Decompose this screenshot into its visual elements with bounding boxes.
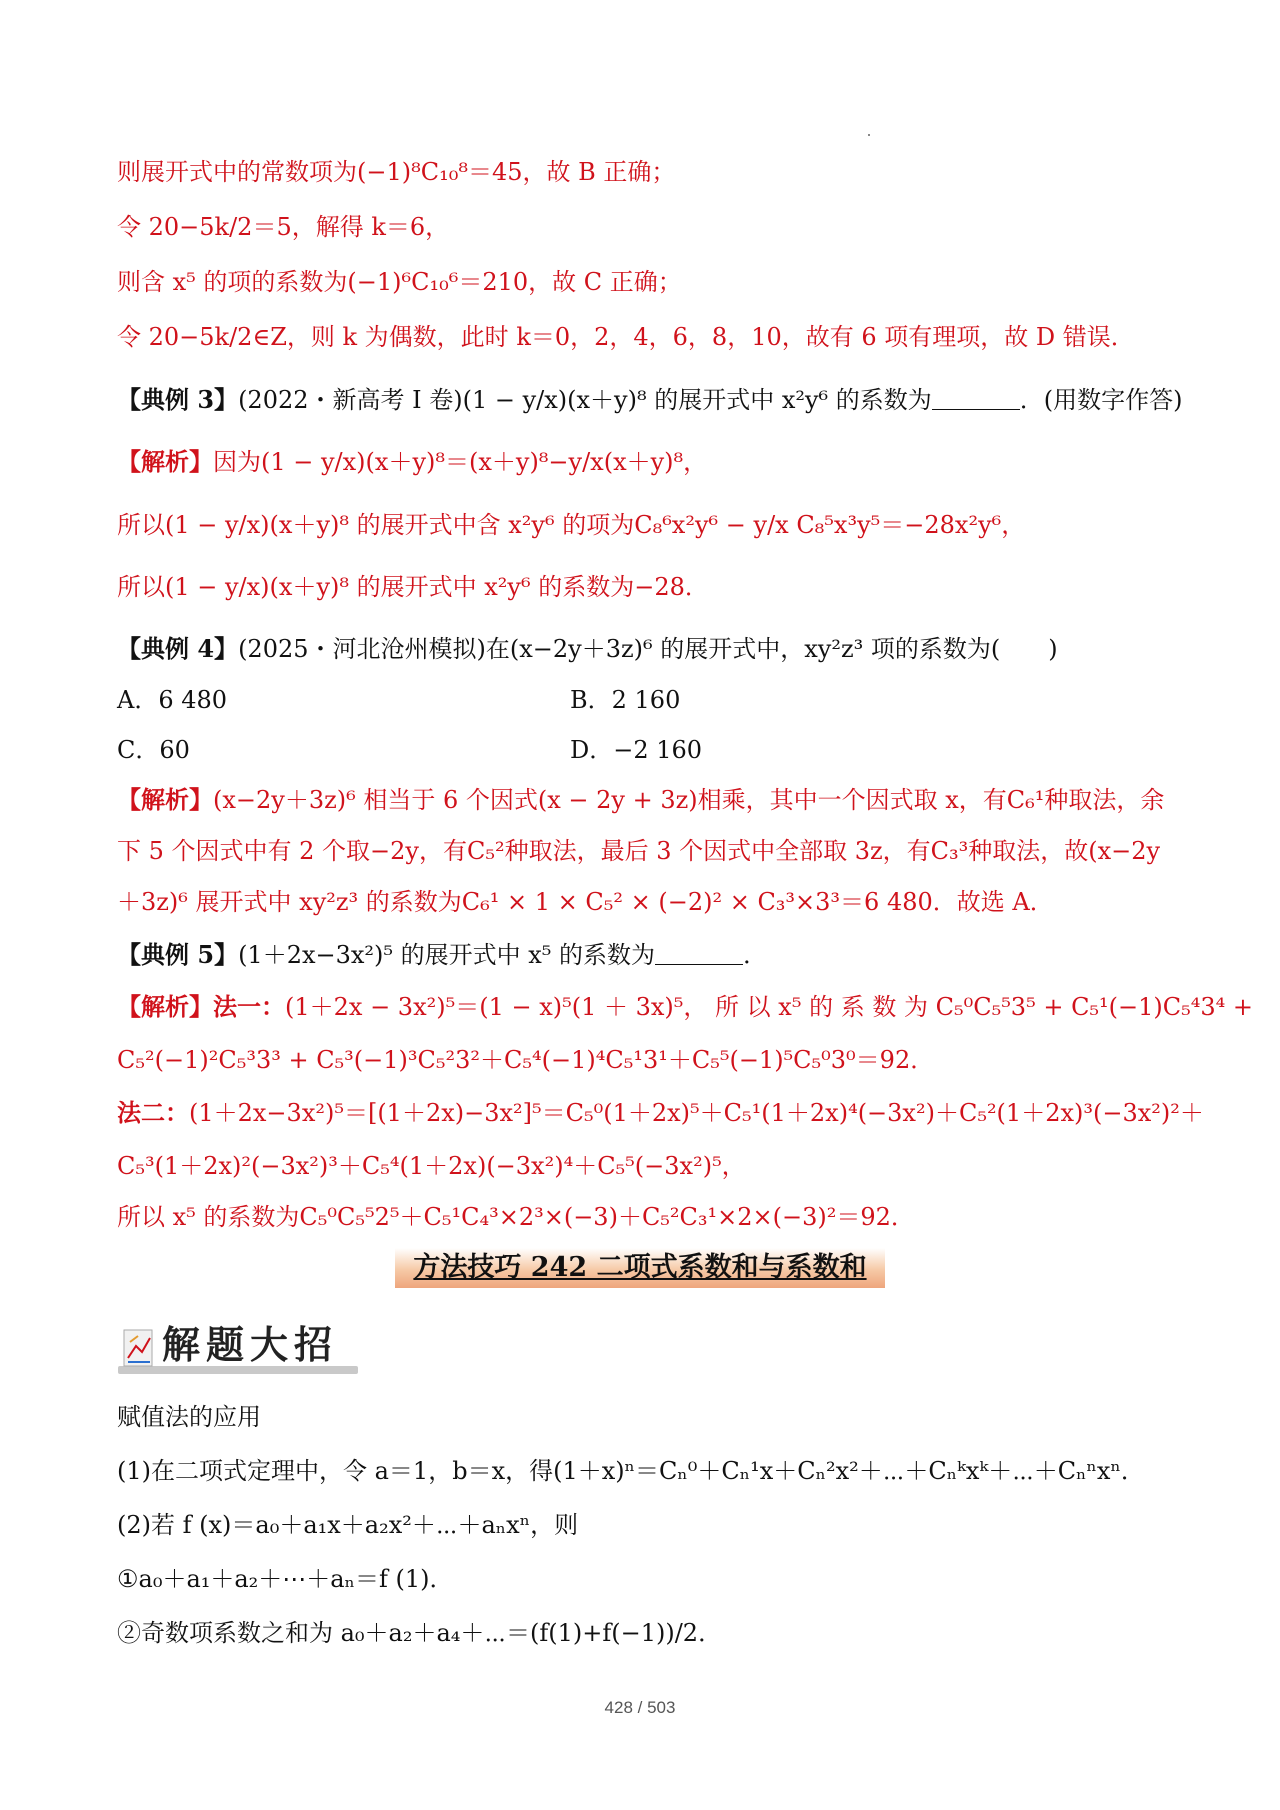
example-text: (2022・新高考 Ⅰ 卷)(1 − y/x)(x＋y)⁸ 的展开式中 x²y⁶ 的系数为 bbox=[238, 386, 932, 414]
example-text: (2025・河北沧州模拟)在(x−2y＋3z)⁶ 的展开式中，xy²z³ 项的系数为( ) bbox=[238, 635, 1058, 663]
solution-3-line3: 所以(1 − y/x)(x＋y)⁸ 的展开式中 x²y⁶ 的系数为−28． bbox=[117, 573, 709, 601]
banner-title: 解题大招 bbox=[162, 1322, 339, 1367]
example-3 bbox=[117, 383, 1183, 417]
method-item: ②奇数项系数之和为 a₀＋a₂＋a₄＋⋯＝(f(1)+f(−1))/2． bbox=[117, 1619, 723, 1647]
answer-blank bbox=[655, 942, 743, 965]
solution-text: (1＋2x−3x²)⁵＝[(1＋2x)−3x²]⁵＝C₅⁰(1＋2x)⁵＋C₅¹(1＋2x)⁴(−3x²)＋C₅²(1＋2x)³(−3x²)²＋ bbox=[189, 1099, 1204, 1127]
option-d: D．−2 160 bbox=[570, 736, 703, 764]
solution-3-line1 bbox=[117, 445, 1180, 479]
example-tail: ． bbox=[743, 941, 768, 969]
example-4 bbox=[117, 632, 1180, 666]
option-c: C．60 bbox=[117, 736, 190, 764]
book-icon bbox=[122, 1328, 156, 1368]
solution-4-line3: ＋3z)⁶ 展开式中 xy²z³ 的系数为C₆¹ × 1 × C₅² × (−2)² × C₃³×3³＝6 480．故选 A． bbox=[117, 888, 1054, 916]
method-two-label: 法二： bbox=[117, 1098, 189, 1127]
answer-blank bbox=[932, 387, 1020, 410]
solution-label: 【解析】 bbox=[117, 447, 213, 476]
solution-label: 【解析】 bbox=[117, 785, 213, 814]
solution-text: (x−2y＋3z)⁶ 相当于 6 个因式(x − 2y + 3z)相乘，其中一个因式取 x，有C₆¹种取法，余 bbox=[213, 786, 1165, 814]
solution-line: 令 20−5k/2＝5，解得 k＝6， bbox=[117, 213, 450, 241]
solution-4-line1 bbox=[117, 783, 1180, 817]
method-item: (2)若 f (x)＝a₀＋a₁x＋a₂x²＋⋯＋aₙxⁿ，则 bbox=[117, 1511, 579, 1539]
page-number: 428 / 503 bbox=[604, 1698, 676, 1717]
solution-text: (1＋2x − 3x²)⁵＝(1 − x)⁵(1 ＋ 3x)⁵， 所 以 x⁵ 的 系 数 为 C₅⁰C₅⁵3⁵ + C₅¹(−1)C₅⁴3⁴ + bbox=[285, 993, 1254, 1021]
option-a: A．6 480 bbox=[117, 686, 228, 714]
solution-5-line5: 所以 x⁵ 的系数为C₅⁰C₅⁵2⁵＋C₅¹C₄³×2³×(−3)＋C₅²C₃¹×2×(−3)²＝92． bbox=[117, 1203, 915, 1231]
solution-5-line4: C₅³(1＋2x)²(−3x²)³＋C₅⁴(1＋2x)(−3x²)⁴＋C₅⁵(−3x²)⁵， bbox=[117, 1152, 746, 1180]
solution-5-line2: C₅²(−1)²C₅³3³ + C₅³(−1)³C₅²3²＋C₅⁴(−1)⁴C₅¹3¹＋C₅⁵(−1)⁵C₅⁰3⁰＝92． bbox=[117, 1046, 935, 1074]
solution-line: 令 20−5k/2∈Z，则 k 为偶数，此时 k＝0，2，4，6，8，10，故有 6 项有理项，故 D 错误． bbox=[117, 323, 1135, 351]
solution-label: 【解析】 bbox=[117, 992, 213, 1021]
method-item: ①a₀＋a₁＋a₂＋⋯＋aₙ＝f (1)． bbox=[117, 1565, 454, 1593]
solution-3-line2: 所以(1 − y/x)(x＋y)⁸ 的展开式中含 x²y⁶ 的项为C₈⁶x²y⁶ − y/x C₈⁵x³y⁵＝−28x²y⁶， bbox=[117, 511, 1026, 539]
example-label: 【典例 3】 bbox=[117, 385, 239, 414]
solution-5-line1 bbox=[117, 990, 1254, 1024]
solution-5-line3 bbox=[117, 1096, 1204, 1130]
example-5 bbox=[117, 938, 1180, 972]
tips-banner bbox=[118, 1322, 358, 1378]
example-label: 【典例 5】 bbox=[117, 940, 239, 969]
method-heading: 赋值法的应用 bbox=[117, 1403, 261, 1431]
section-title: 方法技巧 242 二项式系数和与系数和 bbox=[395, 1248, 885, 1288]
option-b: B．2 160 bbox=[570, 686, 681, 714]
method-one-label: 法一： bbox=[213, 992, 285, 1021]
speck bbox=[868, 134, 870, 136]
example-label: 【典例 4】 bbox=[117, 634, 239, 663]
solution-line: 则展开式中的常数项为(−1)⁸C₁₀⁸＝45，故 B 正确； bbox=[117, 158, 676, 186]
solution-text: 因为(1 − y/x)(x＋y)⁸＝(x＋y)⁸−y/x(x＋y)⁸， bbox=[213, 448, 708, 476]
method-item: (1)在二项式定理中，令 a＝1，b＝x，得(1＋x)ⁿ＝Cₙ⁰＋Cₙ¹x＋Cₙ²x²＋⋯＋Cₙᵏxᵏ＋⋯＋Cₙⁿxⁿ． bbox=[117, 1457, 1145, 1485]
example-tail: ．(用数字作答) bbox=[1019, 386, 1183, 414]
solution-line: 则含 x⁵ 的项的系数为(−1)⁶C₁₀⁶＝210，故 C 正确； bbox=[117, 268, 682, 296]
example-text: (1＋2x−3x²)⁵ 的展开式中 x⁵ 的系数为 bbox=[238, 941, 656, 969]
solution-4-line2: 下 5 个因式中有 2 个取−2y，有C₅²种取法，最后 3 个因式中全部取 3z，有C₃³种取法，故(x−2y bbox=[117, 837, 1161, 865]
